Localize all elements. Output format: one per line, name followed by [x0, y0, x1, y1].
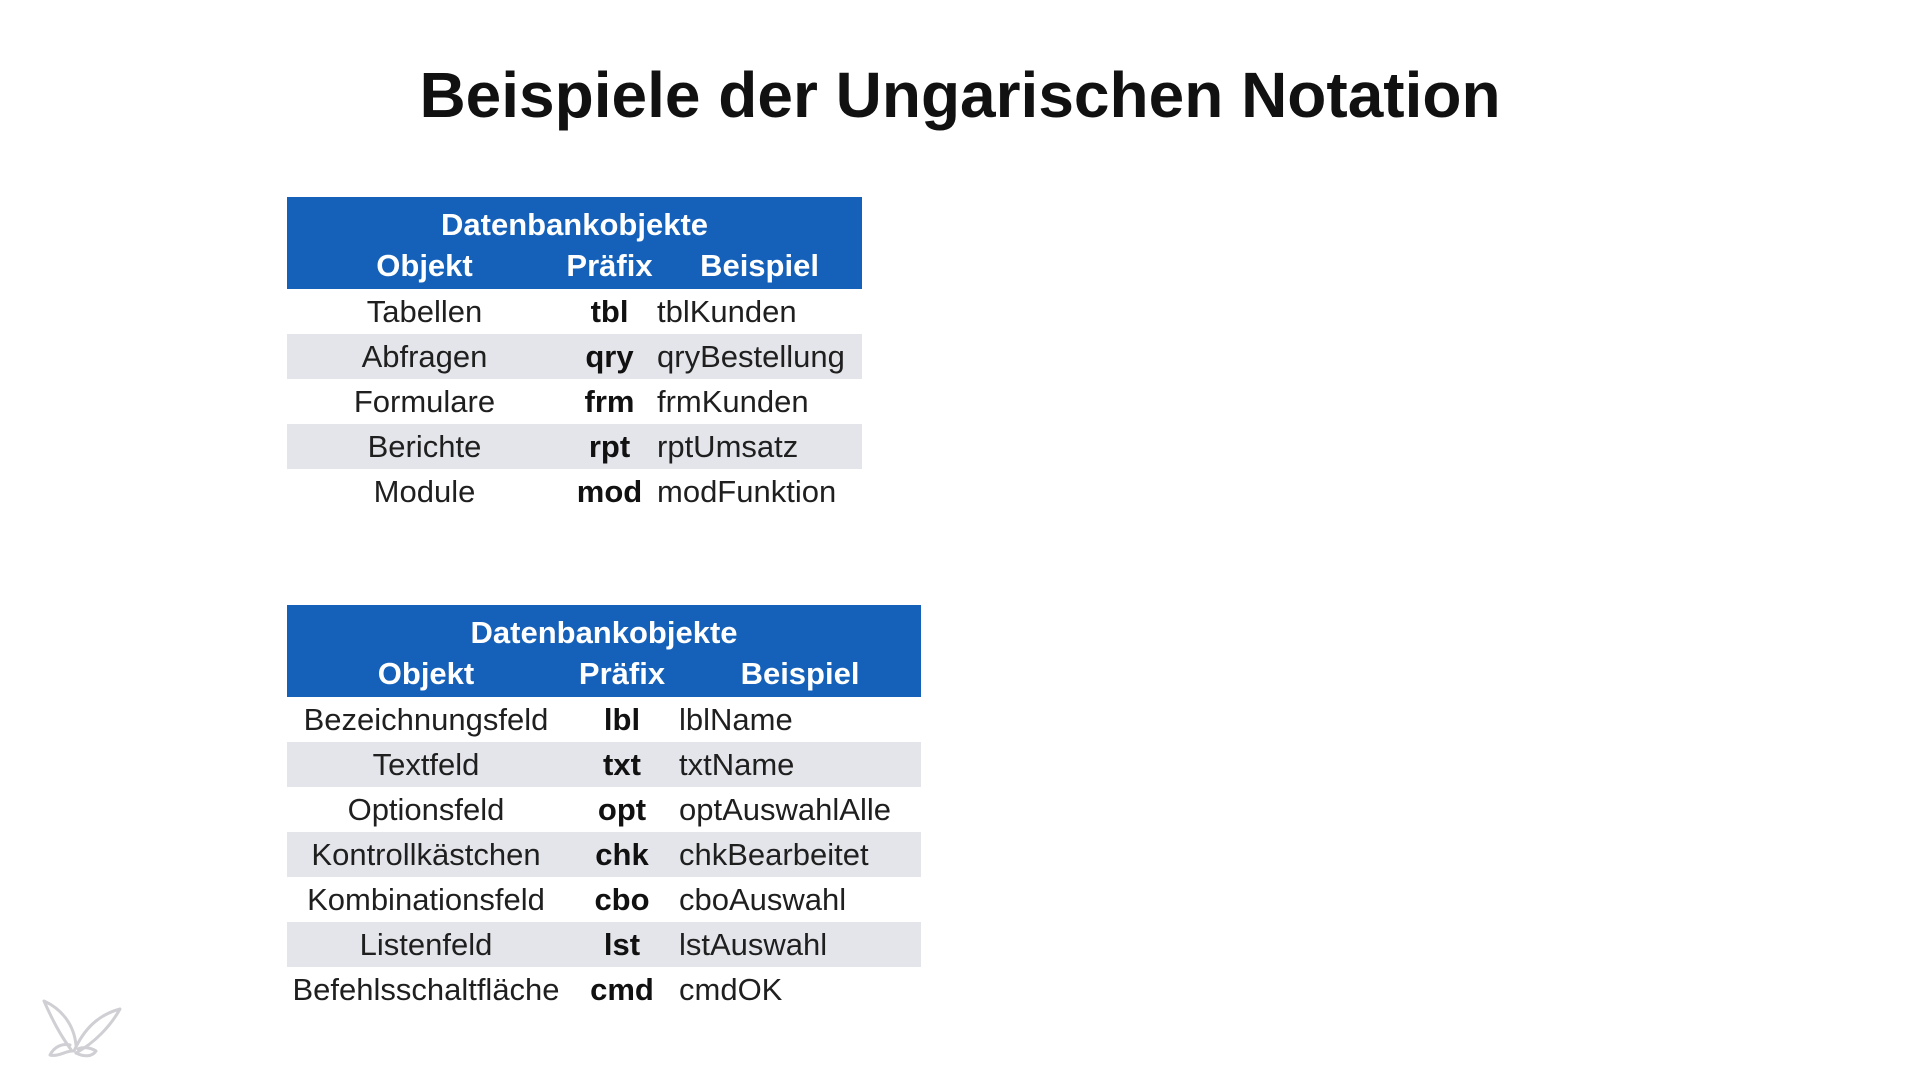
cell-praefix: lbl: [603, 701, 641, 737]
cell-objekt: Kontrollkästchen: [287, 832, 565, 877]
cell-beispiel: optAuswahlAlle: [679, 791, 891, 827]
table-row: [287, 922, 921, 967]
cell-beispiel: chkBearbeitet: [679, 832, 921, 877]
table-caption: Datenbankobjekte: [287, 197, 862, 243]
column-header-praefix: Präfix: [562, 243, 657, 289]
cell-objekt: Kombinationsfeld: [307, 881, 545, 917]
cell-praefix: rpt: [562, 424, 657, 469]
column-header-praefix: Präfix: [565, 651, 679, 697]
table-row: [287, 877, 921, 922]
cell-objekt: Berichte: [287, 424, 562, 469]
cell-praefix: cbo: [594, 881, 650, 917]
cell-praefix: tbl: [590, 293, 629, 329]
cell-objekt: Formulare: [353, 383, 496, 419]
cell-objekt: Tabellen: [366, 293, 483, 329]
cell-beispiel: frmKunden: [657, 383, 809, 419]
table-row: [287, 469, 862, 514]
cell-beispiel: rptUmsatz: [657, 424, 862, 469]
column-header-beispiel: Beispiel: [679, 651, 921, 697]
database-objects-table: [287, 197, 862, 514]
cell-praefix: txt: [565, 742, 679, 787]
column-header-objekt: Objekt: [287, 243, 562, 289]
table-row: [287, 742, 921, 787]
cell-objekt: Module: [373, 473, 476, 509]
table-row: [287, 379, 862, 424]
table-caption: Datenbankobjekte: [287, 605, 921, 651]
cell-objekt: Abfragen: [287, 334, 562, 379]
cell-objekt: Optionsfeld: [347, 791, 505, 827]
table-row: [287, 424, 862, 469]
cell-praefix: opt: [597, 791, 647, 827]
table-row: [287, 334, 862, 379]
column-header-beispiel: Beispiel: [657, 243, 862, 289]
cell-objekt: Textfeld: [287, 742, 565, 787]
cell-beispiel: cmdOK: [679, 971, 783, 1007]
column-header-objekt: Objekt: [287, 651, 565, 697]
table-row: [287, 289, 862, 334]
cell-praefix: qry: [562, 334, 657, 379]
cell-objekt: Befehlsschaltfläche: [292, 971, 560, 1007]
cell-beispiel: cboAuswahl: [679, 881, 847, 917]
table-row: [287, 697, 921, 742]
form-controls-table: [287, 605, 921, 1012]
cell-praefix: chk: [565, 832, 679, 877]
cell-praefix: frm: [584, 383, 635, 419]
butterfly-icon: [36, 985, 126, 1060]
slide-title: Beispiele der Ungarischen Notation: [419, 59, 1501, 131]
cell-beispiel: lblName: [679, 701, 793, 737]
cell-beispiel: lstAuswahl: [679, 922, 921, 967]
cell-praefix: cmd: [590, 971, 654, 1007]
table-row: [287, 832, 921, 877]
cell-beispiel: tblKunden: [657, 293, 797, 329]
cell-beispiel: qryBestellung: [657, 334, 862, 379]
cell-objekt: Bezeichnungsfeld: [303, 701, 549, 737]
table-row: [287, 967, 921, 1012]
cell-praefix: mod: [576, 473, 643, 509]
table-row: [287, 787, 921, 832]
cell-objekt: Listenfeld: [287, 922, 565, 967]
cell-beispiel: modFunktion: [657, 473, 837, 509]
cell-beispiel: txtName: [679, 742, 921, 787]
cell-praefix: lst: [565, 922, 679, 967]
